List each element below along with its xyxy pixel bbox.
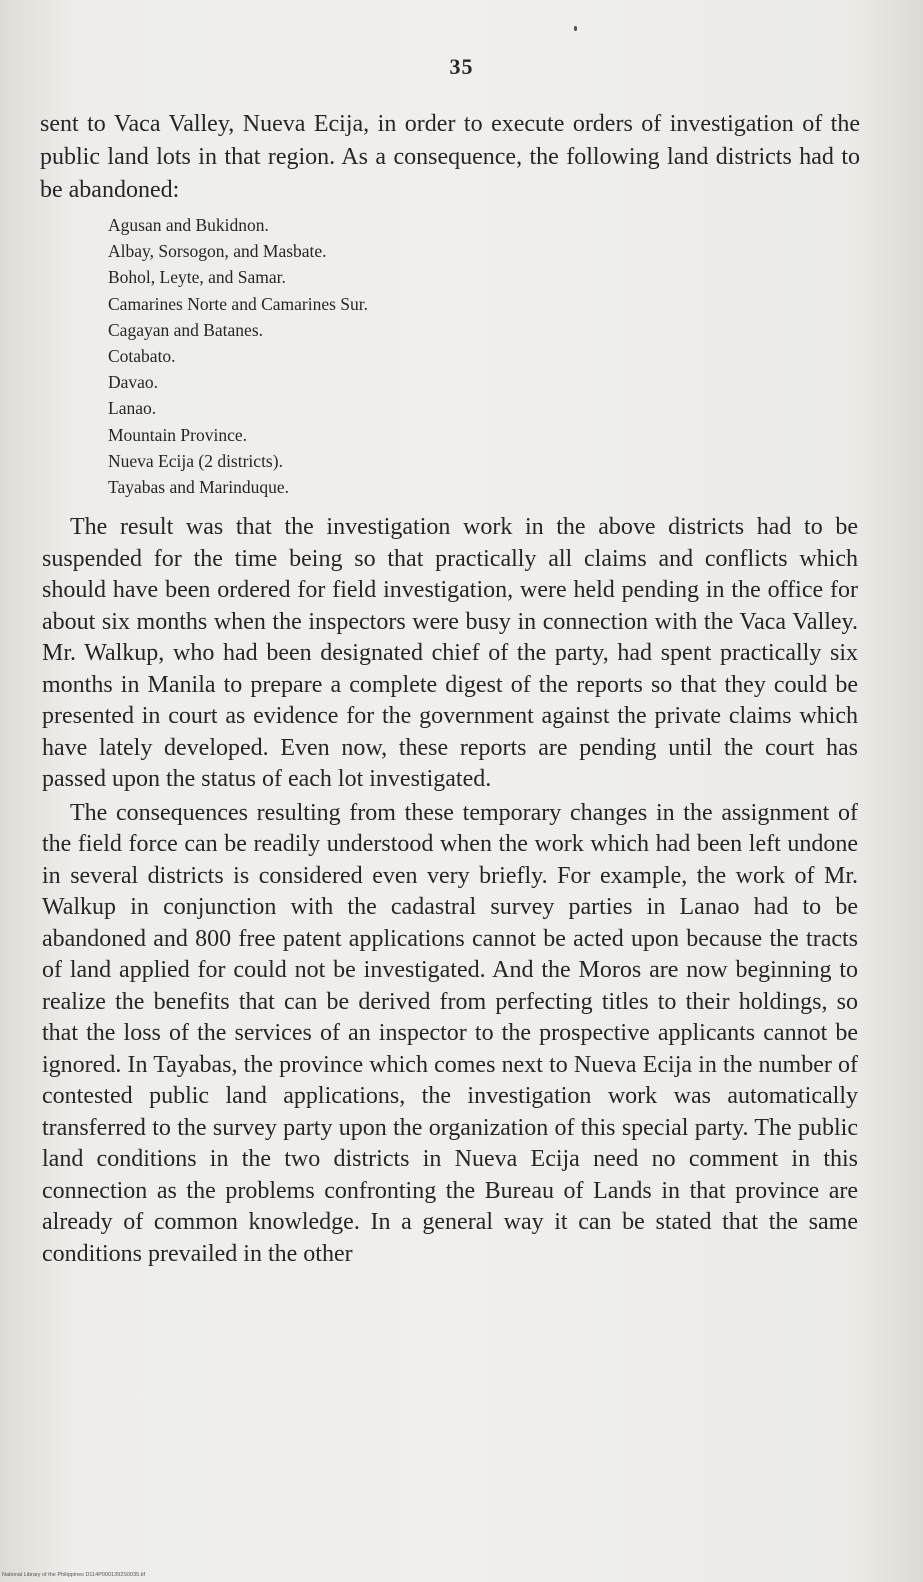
body-paragraph: The consequences resulting from these temporary changes in the assignment of the field force can be readily understood when the work which had been left undone in several districts is considered even very briefly. For example, the work of Mr. Walkup in conjunction with the cadastral survey parties in Lanao had to be abandoned and 800 free patent applications cannot be acted upon because the tracts of land applied for could not be investigated. And the Moros are now beginning to realize the benefits that can be derived from perfecting titles to their holdings, so that the loss of the services of an inspector to the prospective applicants cannot be ignored. In Tayabas, the province which comes next to Nueva Ecija in the number of contested public land applications, the investigation work was automatically transferred to the survey party upon the organization of this special party. The public land conditions in the two districts in Nueva Ecija need no comment in this connection as the problems confronting the Bureau of Lands in that province are already of common knowledge. In a general way it can be stated that the same conditions prevailed in the other (42, 799, 858, 1267)
district-item: Davao. (108, 372, 159, 393)
district-item: Mountain Province. (108, 424, 248, 445)
district-item: Cagayan and Batanes. (108, 319, 264, 340)
body-text (42, 512, 858, 1272)
district-item: Agusan and Bukidnon. (108, 215, 269, 235)
body-paragraph: The result was that the investigation work in the above districts had to be suspended for the time being so that practically all claims and conflicts which should have been ordered for field investigation, were held pending in the office for about six months when the inspectors were busy in connection with the Vaca Valley. Mr. Walkup, who had been designated chief of the party, had spent practically six months in Manila to prepare a complete digest of the reports so that they could be presented in court as evidence for the government against the private claims which have lately developed. Even now, these reports are pending until the court has passed upon the status of each lot investigated. (42, 514, 858, 792)
district-item: Tayabas and Marinduque. (108, 477, 290, 498)
intro-paragraph-block (40, 108, 860, 207)
district-item: Nueva Ecija (2 districts). (108, 450, 283, 471)
district-item: Cotabato. (108, 346, 176, 367)
page-number: 35 (449, 54, 474, 79)
district-item: Bohol, Leyte, and Samar. (108, 267, 286, 288)
scan-footer: National Library of the Philippines D114P0001392S0035.tif (2, 1572, 145, 1578)
district-item: Camarines Norte and Camarines Sur. (108, 293, 369, 314)
intro-paragraph: sent to Vaca Valley, Nueva Ecija, in order to execute orders of investigation of the public land lots in that region. As a consequence, the following land districts had to be abandoned: (40, 111, 860, 203)
district-item: Lanao. (108, 398, 157, 419)
scan-speck (574, 26, 577, 31)
district-list (108, 212, 368, 500)
district-item: Albay, Sorsogon, and Masbate. (108, 241, 327, 262)
